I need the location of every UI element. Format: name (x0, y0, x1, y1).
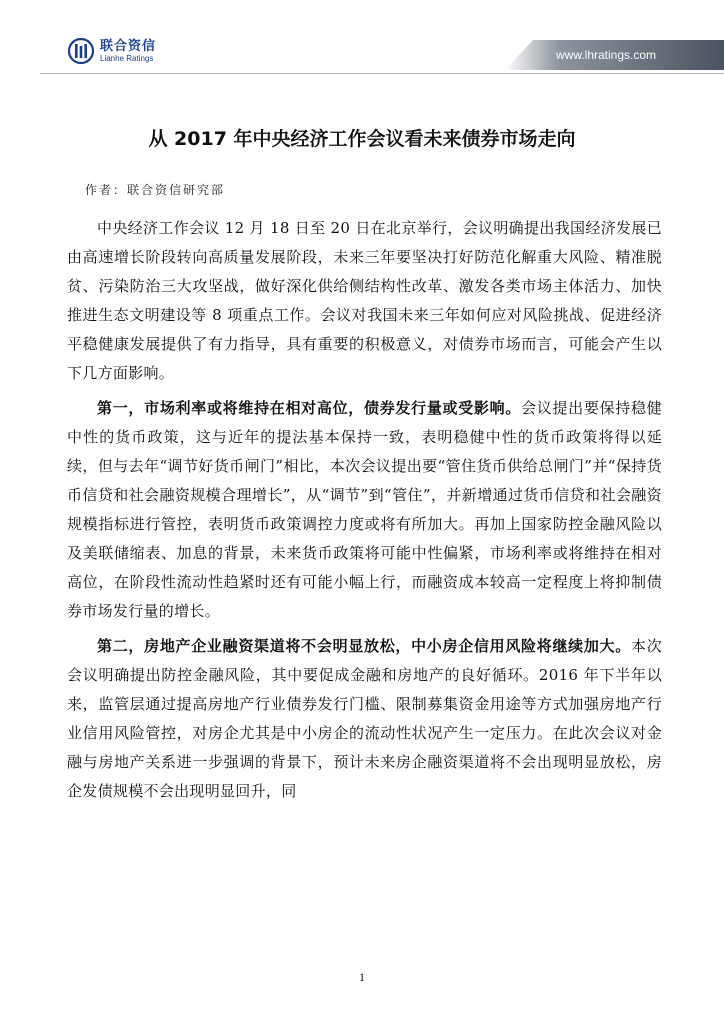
website-url: www.lhratings.com (556, 48, 657, 62)
author-line: 作者：联合资信研究部 (85, 183, 226, 197)
page-number: 1 (359, 970, 365, 984)
paragraph-point-one (67, 394, 662, 626)
logo-english-name: Lianhe Ratings (100, 54, 154, 63)
paragraph-lead: 第一，市场利率或将维持在相对高位，债券发行量或受影响。 (97, 399, 522, 417)
header-divider (40, 73, 724, 74)
paragraph-text: 本次会议明确提出防控金融风险，其中要促成金融和房地产的良好循环。2016 年下半年以来，监管层通过提高房地产行业债券发行门槛、限制募集资金用途等方式加强房地产行业信用风险管控，对房企尤其是中小房企的流动性状况产生一定压力。在此次会议对金融与房地产关系进一步强调的背景下，预计未来房企融资渠道将不会出现明显放松，房企发债规模不会出现明显回升，同 (67, 637, 662, 800)
paragraph-lead: 第二，房地产企业融资渠道将不会明显放松，中小房企信用风险将继续加大。 (97, 637, 631, 655)
page-header (0, 0, 724, 80)
logo-chinese-name: 联合资信 (100, 39, 157, 54)
paragraph-intro (67, 214, 662, 388)
logo-wordmark (100, 39, 156, 64)
article-body (67, 214, 662, 812)
document-title: 从 2017 年中央经济工作会议看未来债券市场走向 (148, 128, 576, 150)
paragraph-text: 会议提出要保持稳健中性的货币政策，这与近年的提法基本保持一致，表明稳健中性的货币政策将得以延续，但与去年“调节好货币闸门”相比，本次会议提出要“管住货币供给总闸门”并“保持货币信贷和社会融资规模合理增长”，从“调节”到“管住”，并新增通过货币信贷和社会融资规模指标进行管控，表明货币政策调控力度或将有所加大。再加上国家防控金融风险以及美联储缩表、加息的背景，未来货币政策将可能中性偏紧，市场利率或将维持在相对高位，在阶段性流动性趋紧时还有可能小幅上行，而融资成本较高一定程度上将抑制债券市场发行量的增长。 (67, 399, 663, 620)
lianhe-logo-icon (68, 38, 94, 64)
paragraph-point-two (67, 632, 662, 806)
paragraph-text: 中央经济工作会议 12 月 18 日至 20 日在北京举行，会议明确提出我国经济发展已由高速增长阶段转向高质量发展阶段，未来三年要坚决打好防范化解重大风险、精准脱贫、污染防治三大攻坚战，做好深化供给侧结构性改革、激发各类市场主体活力、加快推进生态文明建设等 8 项重点工作。会议对我国未来三年如何应对风险挑战、促进经济平稳健康发展提供了有力指导，具有重要的积极意义，对债券市场而言，可能会产生以下几方面影响。 (67, 219, 662, 382)
